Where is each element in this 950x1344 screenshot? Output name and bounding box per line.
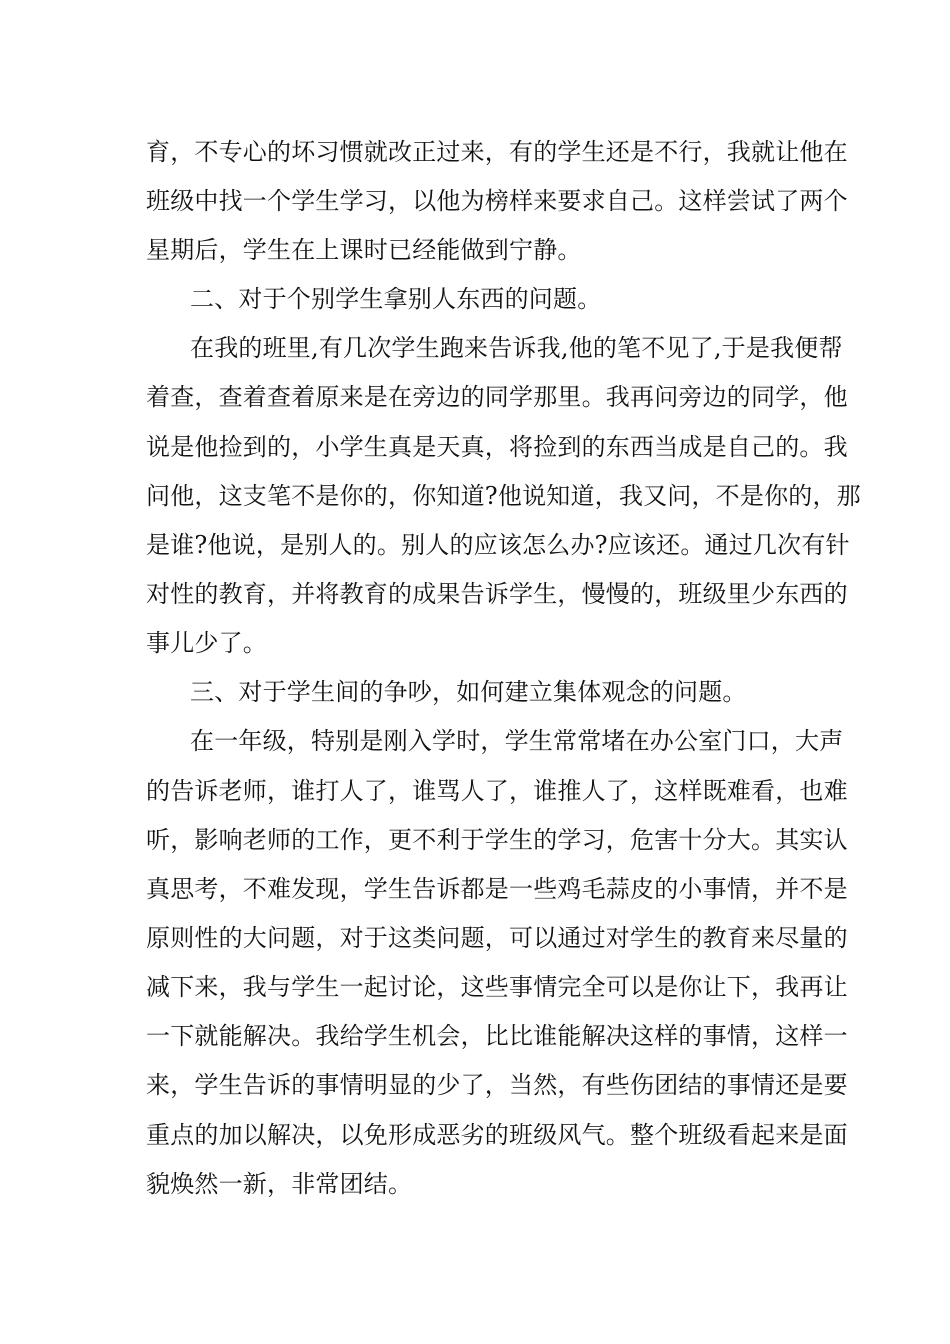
section-heading: 二、对于个别学生拿别人东西的问题。: [190, 285, 602, 313]
text-line: 对性的教育，并将教育的成果告诉学生，慢慢的，班级里少东西的: [146, 580, 848, 608]
text-line: 原则性的大问题，对于这类问题，可以通过对学生的教育来尽量的: [146, 924, 848, 952]
text-line: 育，不专心的坏习惯就改正过来，有的学生还是不行，我就让他在: [146, 138, 848, 166]
text-line: 一下就能解决。我给学生机会，比比谁能解决这样的事情，这样一: [146, 1022, 848, 1050]
text-line: 真思考，不难发现，学生告诉都是一些鸡毛蒜皮的小事情，并不是: [146, 875, 848, 903]
text-line: 事儿少了。: [146, 629, 267, 657]
text-line: 减下来，我与学生一起讨论，这些事情完全可以是你让下，我再让: [146, 973, 848, 1001]
text-line: 来，学生告诉的事情明显的少了，当然，有些伤团结的事情还是要: [146, 1071, 848, 1099]
section-heading: 三、对于学生间的争吵，如何建立集体观念的问题。: [190, 678, 747, 706]
text-line: 班级中找一个学生学习，以他为榜样来要求自己。这样尝试了两个: [146, 187, 848, 215]
text-line: 重点的加以解决，以免形成恶劣的班级风气。整个班级看起来是面: [146, 1121, 848, 1149]
text-line: 说是他捡到的，小学生真是天真，将捡到的东西当成是自己的。我: [146, 433, 848, 461]
text-line: 星期后，学生在上课时已经能做到宁静。: [146, 236, 582, 264]
text-line: 貌焕然一新，非常团结。: [146, 1170, 413, 1198]
text-line: 着查，查着查着原来是在旁边的同学那里。我再问旁边的同学，他: [146, 383, 848, 411]
text-line: 问他，这支笔不是你的，你知道?他说知道，我又问，不是你的，那: [146, 482, 861, 510]
text-line: 在我的班里,有几次学生跑来告诉我,他的笔不见了,于是我便帮: [190, 334, 843, 362]
text-line: 是谁?他说，是别人的。别人的应该怎么办?应该还。通过几次有针: [146, 531, 850, 559]
text-line: 的告诉老师，谁打人了，谁骂人了，谁推人了，这样既难看，也难: [146, 777, 848, 805]
text-line: 在一年级，特别是刚入学时，学生常常堵在办公室门口，大声: [190, 727, 844, 755]
text-line: 听，影响老师的工作，更不利于学生的学习，危害十分大。其实认: [146, 826, 848, 854]
